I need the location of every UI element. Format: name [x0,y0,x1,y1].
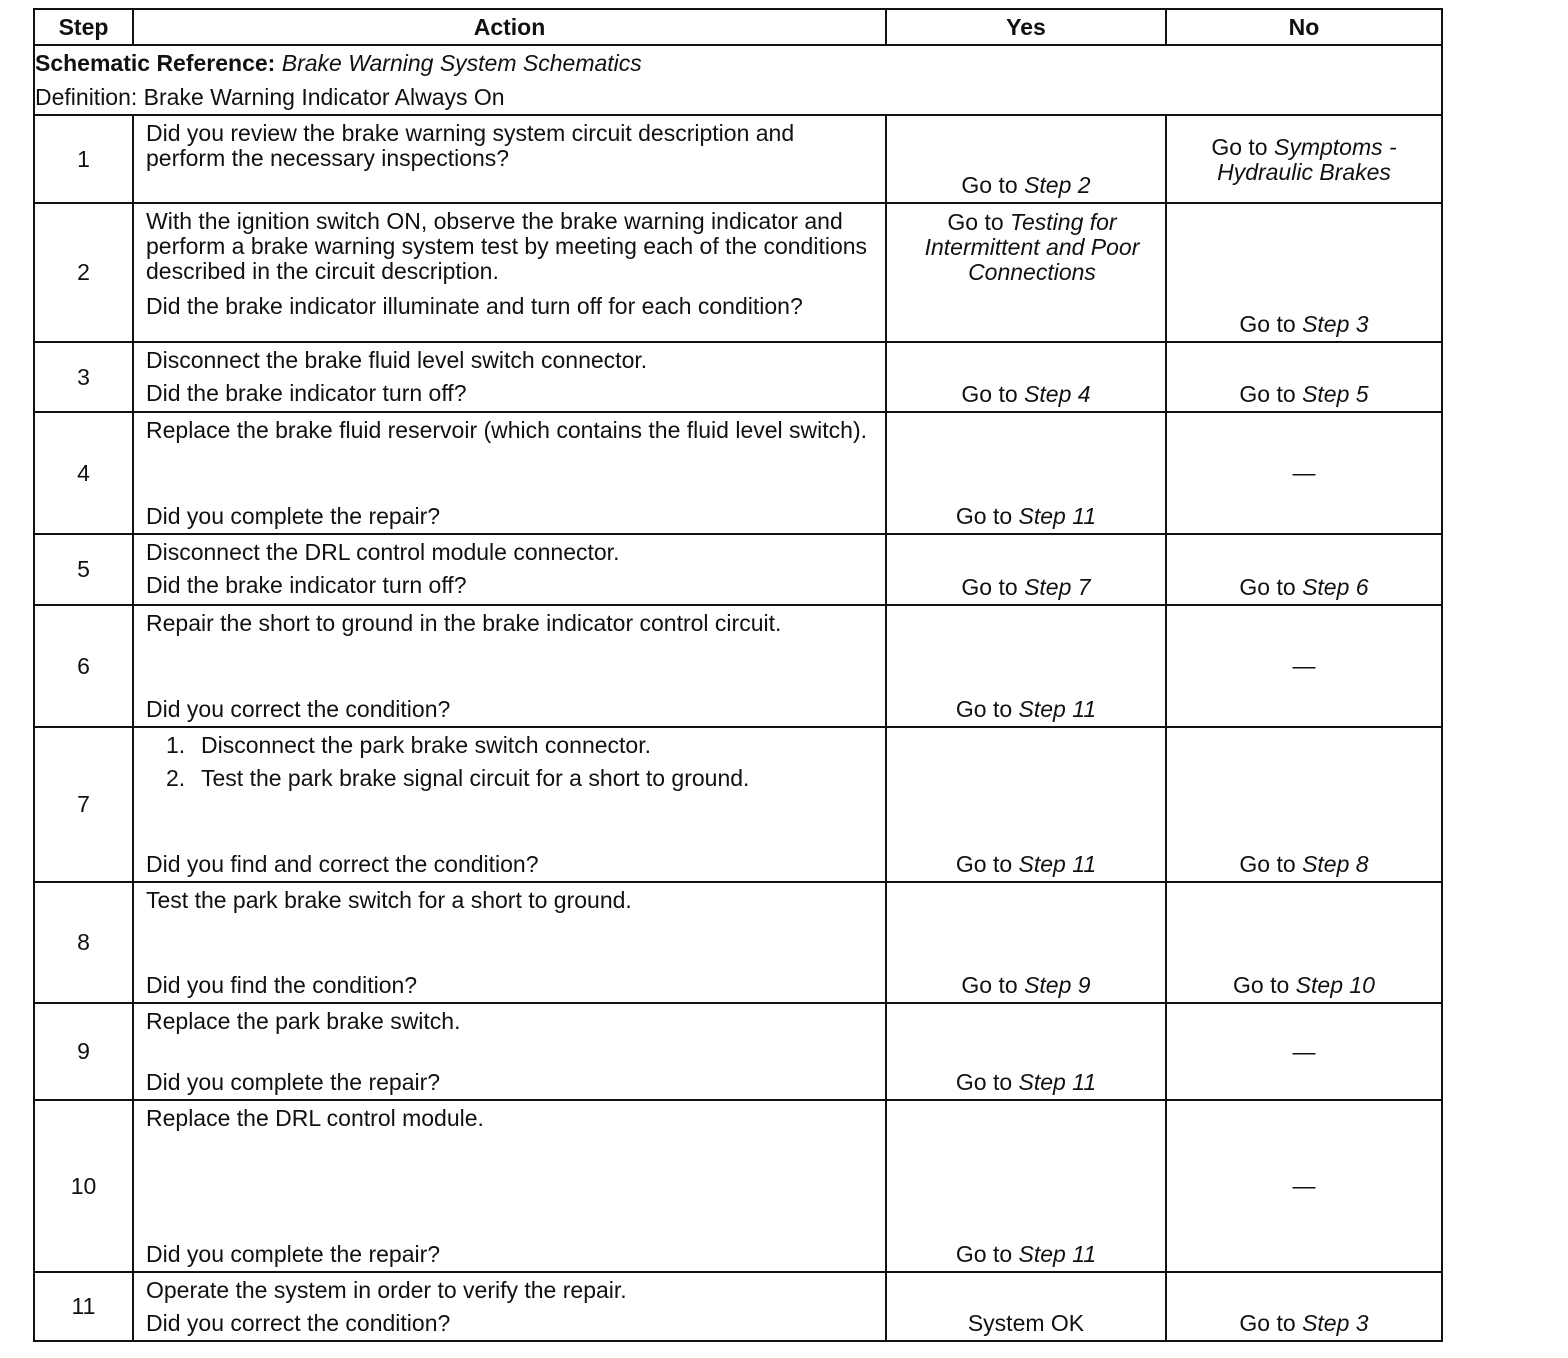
yes-result: Go to Testing for Intermittent and Poor Connections [924,209,1140,285]
step-number: 5 [34,534,133,605]
no-cell [1166,342,1442,412]
step-number: 8 [34,882,133,1003]
action-text: Repair the short to ground in the brake indicator control circuit. [146,610,782,636]
yes-cell [886,203,1166,342]
action-cell [133,534,886,605]
reference-cell [34,45,1442,115]
table-row [34,882,1442,1003]
header-yes: Yes [886,9,1166,45]
list-item-number: 2. [166,765,186,791]
no-result: — [1292,459,1316,486]
yes-result: Go to Step 2 [961,172,1091,198]
table-row [34,115,1442,203]
no-result: Go to Step 5 [1239,381,1369,407]
question-text: Did you correct the condition? [146,696,451,722]
yes-cell [886,727,1166,882]
question-text: Did you correct the condition? [146,1310,451,1336]
action-cell [133,412,886,534]
table-row [34,203,1442,342]
reference-row [34,45,1442,115]
no-result: Go to Step 10 [1233,972,1375,998]
yes-cell [886,412,1166,534]
action-text: Replace the brake fluid reservoir (which contains the fluid level switch). [146,417,867,443]
no-cell [1166,203,1442,342]
question-text: Did the brake indicator turn off? [146,572,467,598]
header-no: No [1166,9,1442,45]
yes-target: Testing for Intermittent and Poor Connections [924,209,1140,285]
table-row [34,1003,1442,1100]
yes-target: Step 11 [1018,503,1097,529]
no-result: — [1292,652,1316,679]
table-row [34,412,1442,534]
yes-target: Step 11 [1018,696,1097,722]
header-action: Action [133,9,886,45]
yes-cell [886,1100,1166,1272]
no-target: Step 3 [1302,311,1369,337]
no-result: Go to Step 3 [1239,1310,1369,1336]
step-number: 3 [34,342,133,412]
yes-cell [886,605,1166,727]
table-row [34,342,1442,412]
question-text: Did you find the condition? [146,972,418,998]
yes-cell [886,1272,1166,1341]
question-text: Did the brake indicator turn off? [146,380,467,406]
action-text: Disconnect the brake fluid level switch connector. [146,347,648,373]
step-number: 2 [34,203,133,342]
no-cell [1166,727,1442,882]
action-cell [133,342,886,412]
yes-result: Go to Step 11 [955,1241,1097,1267]
no-cell [1166,115,1442,203]
yes-target: Step 9 [1024,972,1091,998]
step-number: 9 [34,1003,133,1100]
yes-cell [886,882,1166,1003]
diagnostic-table [33,8,1443,1342]
step-number: 4 [34,412,133,534]
schematic-reference-label: Schematic Reference: [35,50,276,76]
action-cell [133,1272,886,1341]
list-item-text: Disconnect the park brake switch connector. [201,732,652,758]
action-text: Replace the DRL control module. [146,1105,484,1131]
table-row [34,1100,1442,1272]
no-cell [1166,412,1442,534]
yes-result: Go to Step 11 [955,503,1097,529]
action-text: Replace the park brake switch. [146,1008,461,1034]
no-target: Step 5 [1302,381,1369,407]
header-row [34,9,1442,45]
table-row [34,1272,1442,1341]
yes-target: Step 2 [1024,172,1091,198]
no-target: Step 6 [1302,574,1369,600]
schematic-reference-value: Brake Warning System Schematics [281,50,642,76]
list-item [166,733,871,758]
step-number: 10 [34,1100,133,1272]
no-result: Go to Step 6 [1239,574,1369,600]
yes-result: Go to Step 11 [955,1069,1097,1095]
yes-target: Step 4 [1024,381,1091,407]
step-number: 6 [34,605,133,727]
table-row [34,605,1442,727]
question-text: Did you complete the repair? [146,1069,441,1095]
question-text: Did the brake indicator illuminate and turn off for each condition? [146,293,803,319]
yes-result: Go to Step 7 [961,574,1091,600]
no-cell [1166,605,1442,727]
yes-cell [886,115,1166,203]
no-result: Go to Step 3 [1239,311,1369,337]
action-cell [133,727,886,882]
action-cell [133,1100,886,1272]
yes-target: Step 11 [1018,1069,1097,1095]
header-step: Step [34,9,133,45]
no-result: — [1292,1038,1316,1064]
no-cell [1166,534,1442,605]
no-target: Step 3 [1302,1310,1369,1336]
yes-result: Go to Step 9 [961,972,1091,998]
no-result: — [1292,1172,1316,1199]
list-item-text: Test the park brake signal circuit for a short to ground. [201,765,750,791]
yes-target: Step 11 [1018,851,1097,877]
question-text: Did you complete the repair? [146,1241,441,1267]
no-target: Symptoms - Hydraulic Brakes [1217,134,1397,185]
step-number: 11 [34,1272,133,1341]
action-text: With the ignition switch ON, observe the brake warning indicator and perform a brake warning system test by meeting each of the conditions described in the circuit description. [146,208,868,284]
no-cell [1166,882,1442,1003]
yes-target: Step 11 [1018,1241,1097,1267]
yes-result: Go to Step 4 [961,381,1091,407]
no-cell [1166,1100,1442,1272]
question-text: Did you complete the repair? [146,503,441,529]
yes-result: Go to Step 11 [955,851,1097,877]
question-text: Did you find and correct the condition? [146,851,539,877]
action-cell [133,115,886,203]
yes-cell [886,342,1166,412]
yes-result: System OK [967,1310,1085,1336]
action-cell [133,605,886,727]
no-cell [1166,1003,1442,1100]
action-text: Test the park brake switch for a short to ground. [146,887,632,913]
no-target: Step 8 [1302,851,1369,877]
list-item-number: 1. [166,732,186,758]
action-cell [133,203,886,342]
no-cell [1166,1272,1442,1341]
no-result: Go to Step 8 [1239,851,1369,877]
action-text: Disconnect the DRL control module connector. [146,539,620,565]
action-list [146,733,871,791]
yes-cell [886,534,1166,605]
step-number: 1 [34,115,133,203]
table-row [34,727,1442,882]
no-target: Step 10 [1295,972,1375,998]
action-text: Operate the system in order to verify the repair. [146,1277,627,1303]
yes-cell [886,1003,1166,1100]
yes-target: Step 7 [1024,574,1091,600]
no-result: Go to Symptoms - Hydraulic Brakes [1211,134,1397,185]
yes-result: Go to Step 11 [955,696,1097,722]
definition-text: Definition: Brake Warning Indicator Always On [35,84,505,110]
table-row [34,534,1442,605]
list-item [166,766,871,791]
action-cell [133,882,886,1003]
action-cell [133,1003,886,1100]
step-number: 7 [34,727,133,882]
action-text: Did you review the brake warning system circuit description and perform the necessary inspections? [146,120,795,171]
